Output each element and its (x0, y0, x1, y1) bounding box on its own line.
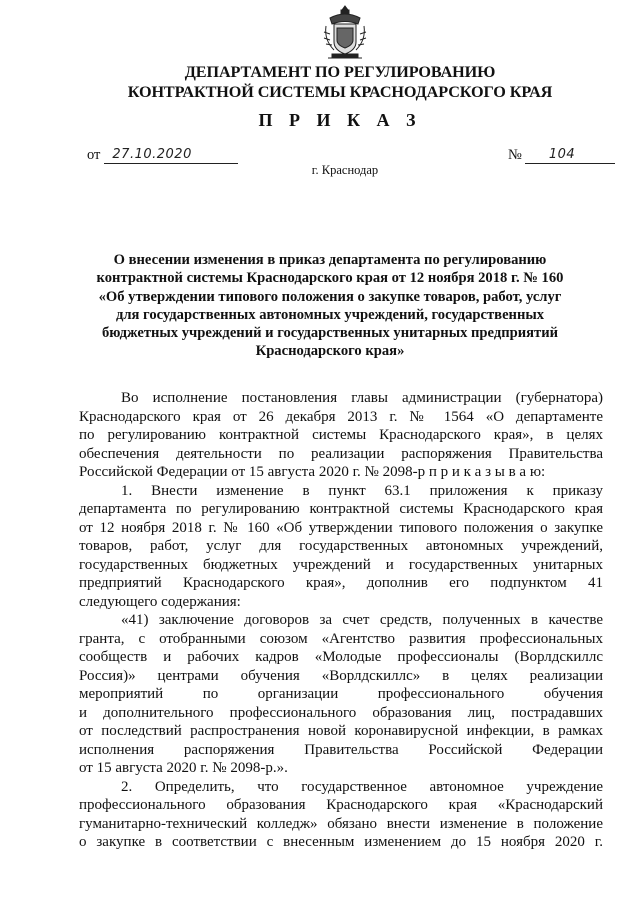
city: г. Краснодар (311, 163, 379, 177)
coat-of-arms-icon (322, 4, 368, 62)
body-line: и дополнительного профессионального образования лиц, пострадавших (79, 704, 603, 721)
body-line: предприятий Краснодарского края», дополнив его подпунктом 41 (79, 575, 603, 591)
body-line: сообществ и рабочих кадров «Молодые профессионалы (Ворлдскиллс (79, 649, 603, 665)
order-number (508, 146, 615, 164)
body-line: исполнения распоряжения Правительства Российской Федерации (79, 741, 603, 758)
order-body (79, 389, 603, 852)
body-line: от последствий распространения новой коронавирусной инфекции, в рамках (79, 723, 603, 739)
body-line: гуманитарно-технический колледж» обязано внести изменение в положение (79, 815, 603, 832)
subject-line: «Об утверждении типового положения о закупке товаров, работ, услуг (98, 288, 562, 305)
body-line: 2. Определить, что государственное автономное учреждение (121, 778, 603, 795)
department-name-line-2: КОНТРАКТНОЙ СИСТЕМЫ КРАСНОДАРСКОГО КРАЯ (127, 83, 553, 101)
body-line: обеспечения деятельности по реализации распоряжения Правительства (79, 445, 603, 462)
body-line: Россия)» центрами обучения «Ворлдскиллс» в целях реализации (79, 667, 603, 684)
date-prefix: от (87, 147, 101, 163)
subject-line: Краснодарского края» (255, 343, 405, 360)
body-line: о закупке в соответствии с внесенным изменением до 15 ноября 2020 г. (79, 834, 603, 850)
body-line: от 15 августа 2020 г. № 2098-р.». (79, 760, 288, 776)
body-line: 1. Внести изменение в пункт 63.1 приложения к приказу (121, 482, 603, 499)
body-line: государственных бюджетных учреждений и государственных унитарных (79, 556, 603, 573)
department-name-line-1: ДЕПАРТАМЕНТ ПО РЕГУЛИРОВАНИЮ (184, 63, 496, 81)
body-line: товаров, работ, услуг для государственных автономных учреждений, (79, 538, 603, 554)
body-line: следующего содержания: (79, 593, 241, 610)
body-line: мероприятий по организации профессионального обучения (79, 686, 603, 702)
order-subject (80, 251, 580, 361)
number-prefix: № (508, 147, 522, 163)
subject-line: О внесении изменения в приказ департамента по регулированию (113, 252, 547, 268)
number-field (525, 148, 615, 164)
body-line: Краснодарского края от 26 декабря 2013 г. № 1564 «О департаменте (79, 408, 603, 425)
number-handwritten: 104 (548, 147, 576, 162)
body-line: Во исполнение постановления главы администрации (губернатора) (121, 390, 603, 406)
body-line: гранта, с отобранными союзом «Агентство развития профессиональных (79, 630, 603, 647)
subject-line: для государственных автономных учреждений, государственных (115, 306, 545, 323)
body-line: по регулированию контрактной системы Краснодарского края», в целях (79, 427, 603, 443)
date-handwritten: 27.10.2020 (112, 147, 192, 162)
body-line: профессионального образования Краснодарского края «Краснодарский (79, 797, 603, 813)
body-line: «41) заключение договоров за счет средств, полученных в качестве (121, 612, 603, 628)
order-title: П Р И К А З (258, 110, 422, 130)
body-line: департамента по регулированию контрактной системы Краснодарского края (79, 501, 603, 517)
body-line: Российской Федерации от 15 августа 2020 г. № 2098-р п р и к а з ы в а ю: (79, 464, 546, 480)
body-line: от 12 ноября 2018 г. № 160 «Об утверждении типового положения о закупке (79, 519, 603, 536)
subject-line: контрактной системы Краснодарского края от 12 ноября 2018 г. № 160 (96, 270, 564, 287)
subject-line: бюджетных учреждений и государственных унитарных предприятий (101, 325, 559, 342)
